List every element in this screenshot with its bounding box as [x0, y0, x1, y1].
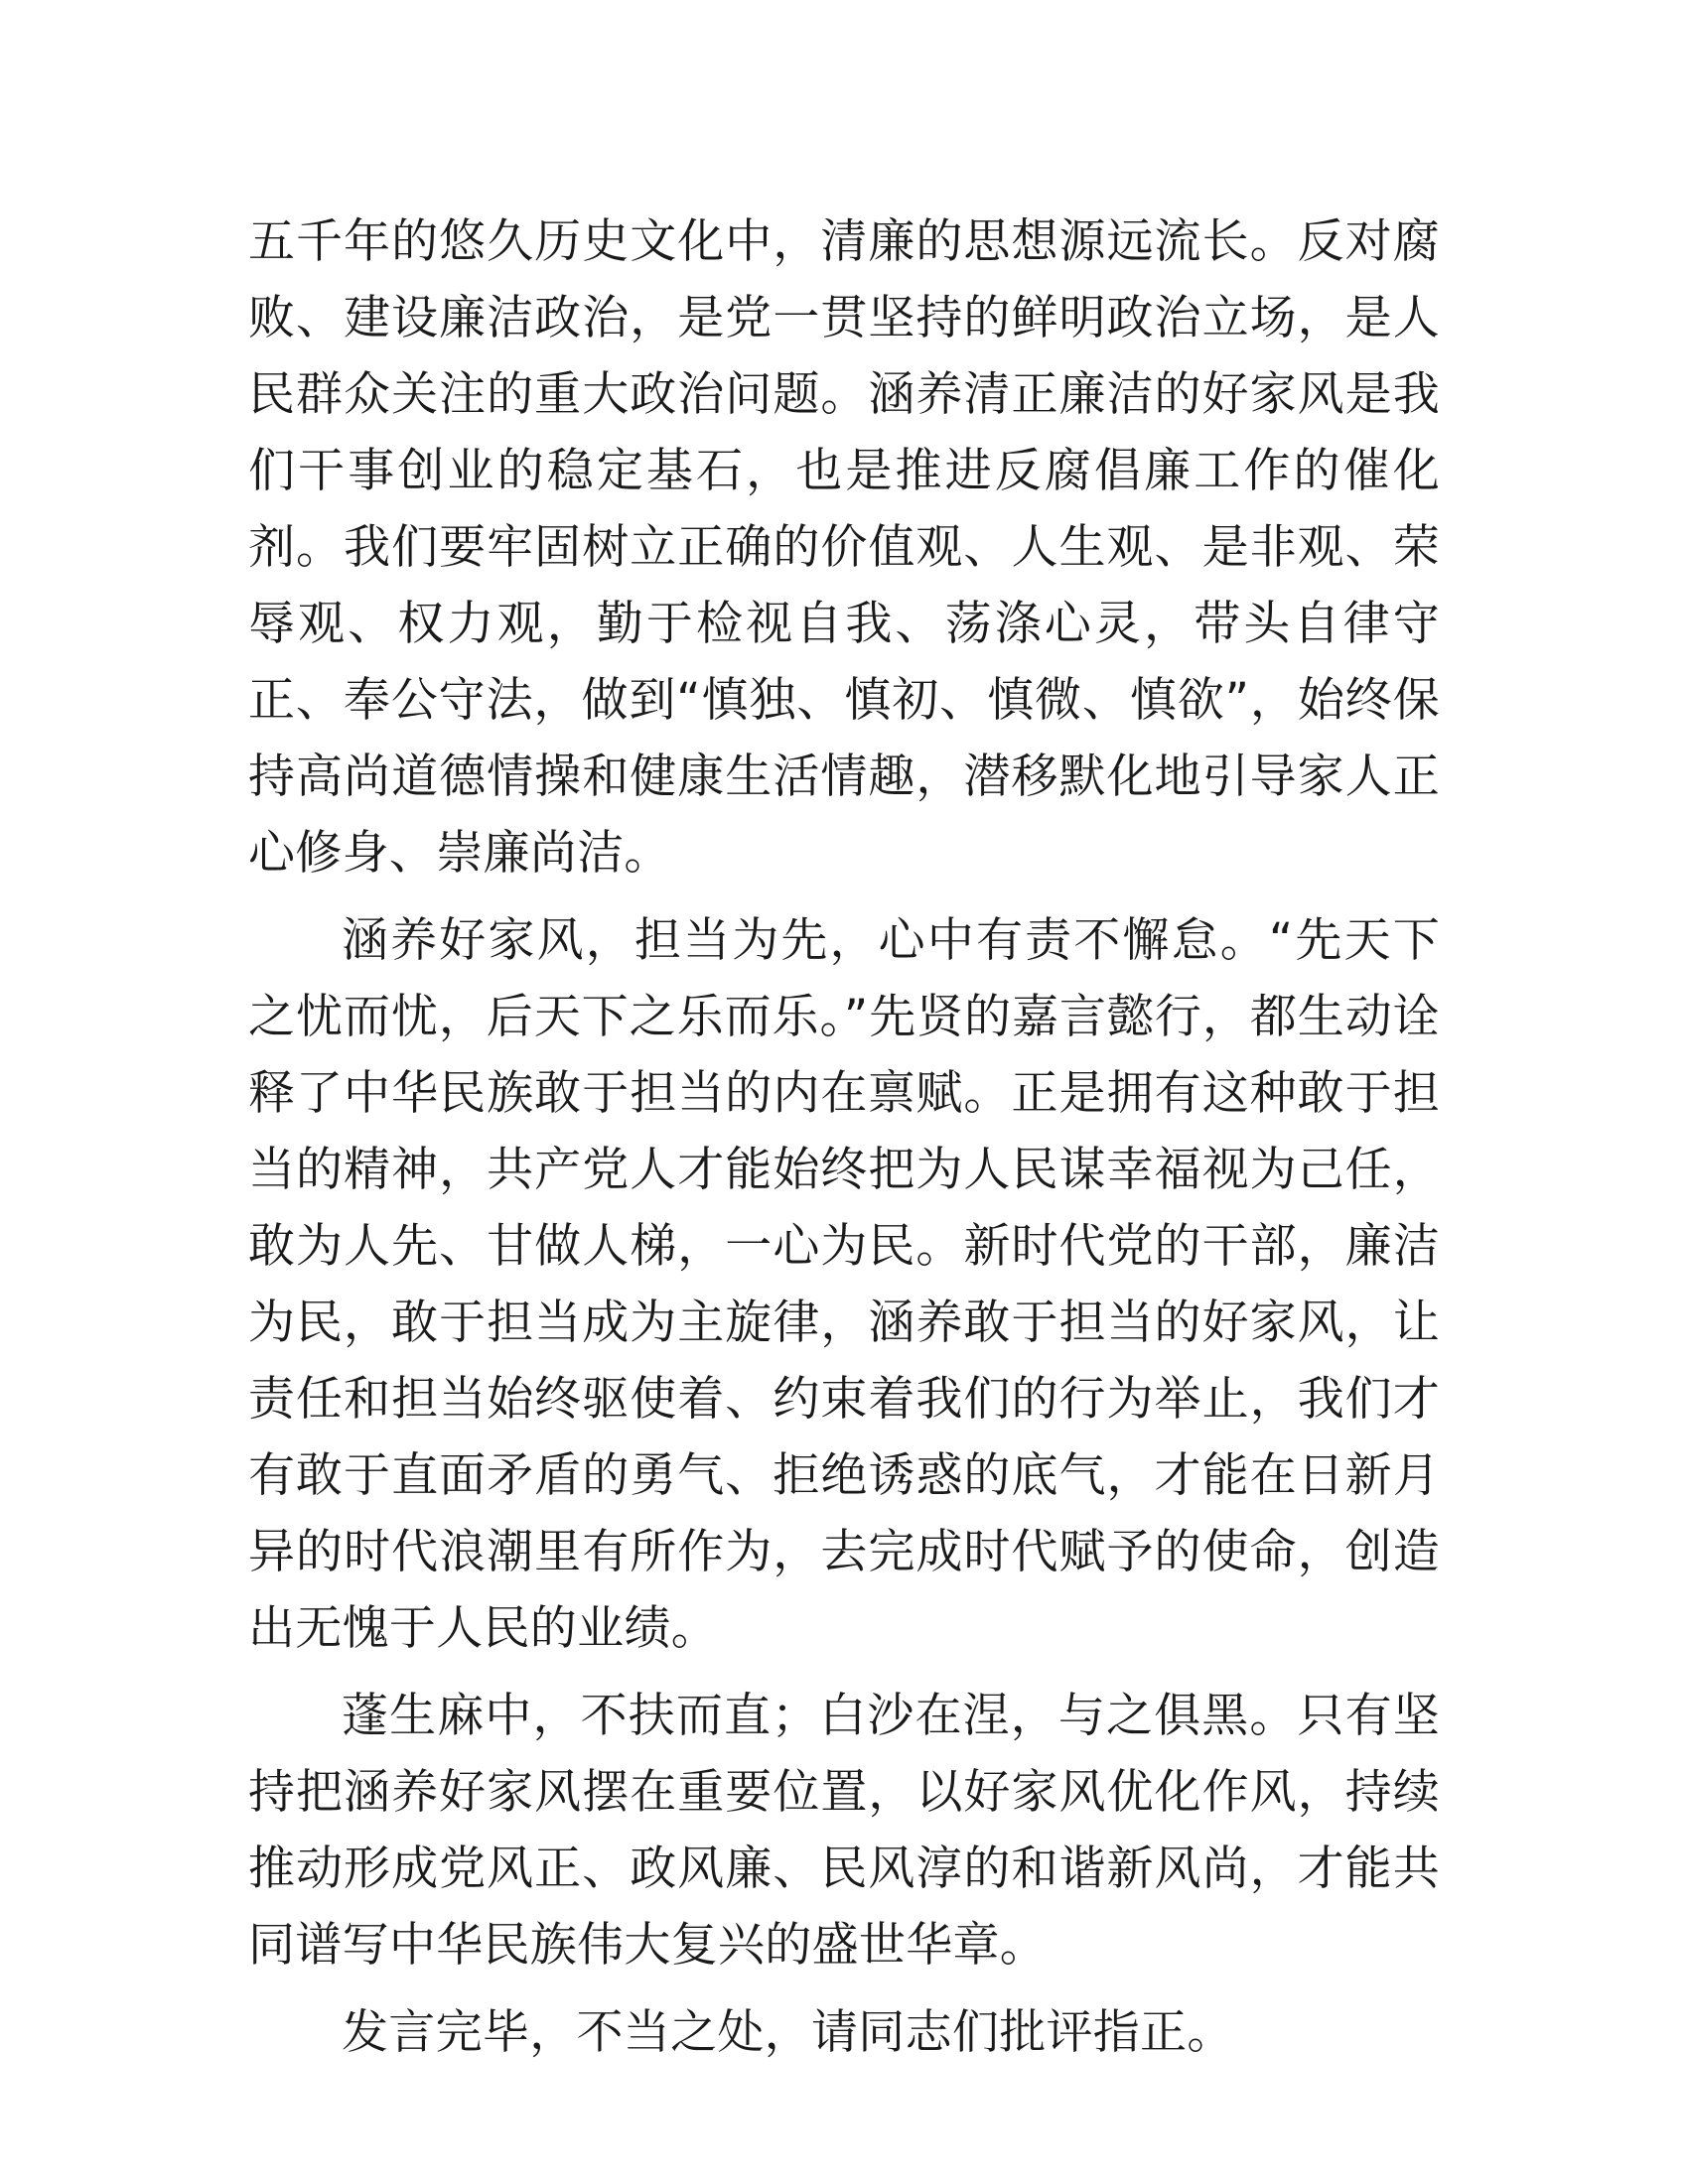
paragraph-closing: 发言完毕，不当之处，请同志们批评指正。 [342, 2005, 1234, 2060]
paragraph-1: 五千年的悠久历史文化中，清廉的思想源远流长。反对腐败、建设廉洁政治，是党一贯坚持的鲜明政治立场，是人民群众关注的重大政治问题。涵养清正廉洁的好家风是我们干事创业的稳定基石，也是推进反腐倡廉工作的催化剂。我们要牢固树立正确的价值观、人生观、是非观、荣辱观、权力观，勤于检视自我、荡涤心灵，带头自律守正、奉公守法，做到“慎独、慎初、慎微、慎欲”，始终保持高尚道德情操和健康生活情趣，潜移默化地引导家人正心修身、崇廉尚洁。 [248, 214, 1440, 881]
paragraph-3: 蓬生麻中，不扶而直；白沙在涅，与之俱黑。只有坚持把涵养好家风摆在重要位置，以好家风优化作风，持续推动形成党风正、政风廉、民风淳的和谐新风尚，才能共同谱写中华民族伟大复兴的盛世华章。 [248, 1689, 1440, 1973]
document-body [248, 204, 1440, 2071]
paragraph-2: 涵养好家风，担当为先，心中有责不懈怠。“先天下之忧而忧，后天下之乐而乐。”先贤的嘉言懿行，都生动诠释了中华民族敢于担当的内在禀赋。正是拥有这种敢于担当的精神，共产党人才能始终把为人民谋幸福视为己任，敢为人先、甘做人梯，一心为民。新时代党的干部，廉洁为民，敢于担当成为主旋律，涵养敢于担当的好家风，让责任和担当始终驱使着、约束着我们的行为举止，我们才有敢于直面矛盾的勇气、拒绝诱惑的底气，才能在日新月异的时代浪潮里有所作为，去完成时代赋予的使命，创造出无愧于人民的业绩。 [248, 913, 1440, 1656]
